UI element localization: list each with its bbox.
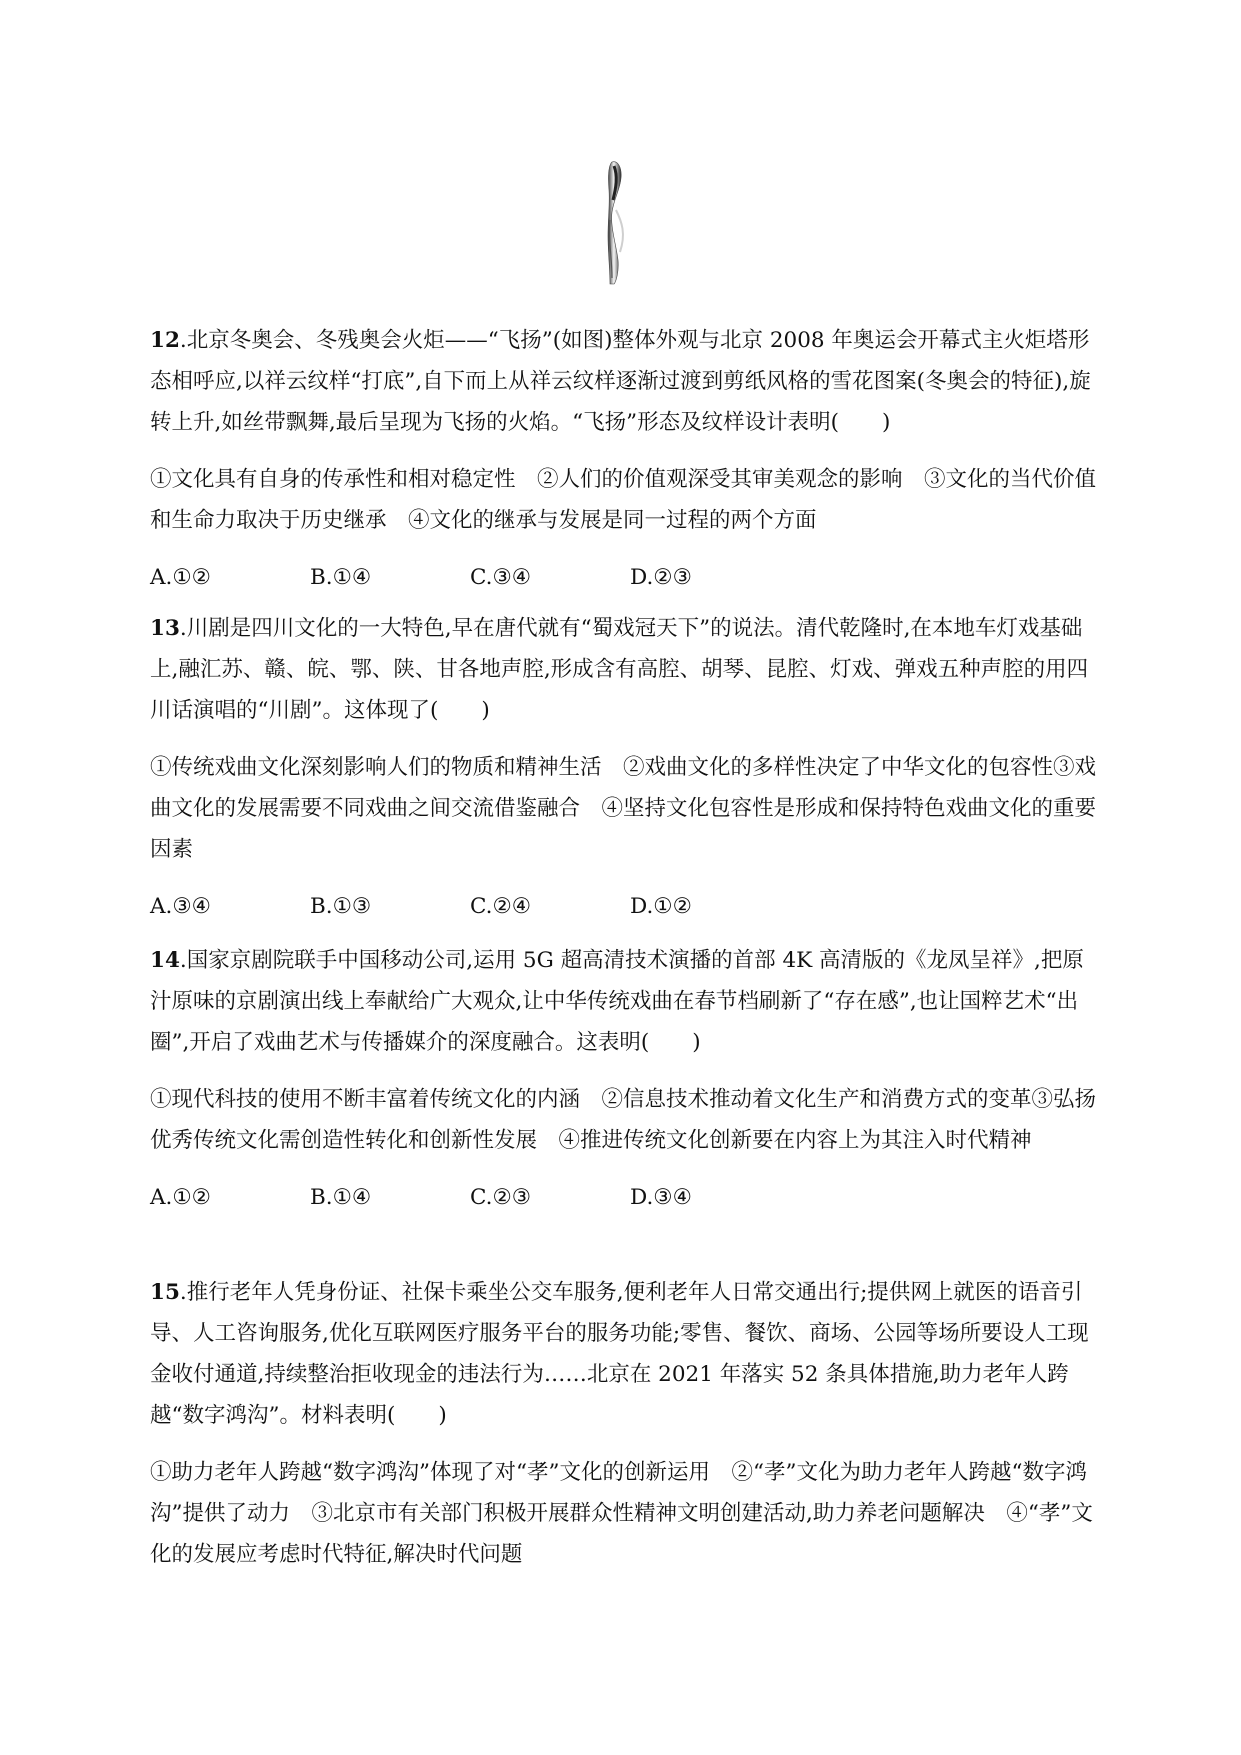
- question-number: 14: [150, 948, 180, 973]
- answer-options: [150, 886, 1100, 927]
- question-statements: ①传统戏曲文化深刻影响人们的物质和精神生活 ②戏曲文化的多样性决定了中华文化的包容性③戏曲文化的发展需要不同戏曲之间交流借鉴融合 ④坚持文化包容性是形成和保持特色戏曲文化的重要因素: [150, 755, 1097, 862]
- option-b[interactable]: B.①④: [310, 565, 372, 590]
- option-d[interactable]: D.②③: [630, 565, 692, 590]
- option-a[interactable]: A.③④: [150, 894, 211, 919]
- question-13: [150, 608, 1100, 927]
- option-b[interactable]: B.①③: [310, 894, 372, 919]
- option-c[interactable]: C.②③: [470, 1185, 532, 1210]
- question-14: [150, 940, 1100, 1218]
- question-stem: 14.国家京剧院联手中国移动公司,运用 5G 超高清技术演播的首部 4K 高清版的《龙凤呈祥》,把原汁原味的京剧演出线上奉献给广大观众,让中华传统戏曲在春节档刷新了“存在感”,也让国粹艺术“出圈”,开启了戏曲艺术与传播媒介的深度融合。这表明( ): [150, 948, 1084, 1055]
- option-c[interactable]: C.③④: [470, 565, 532, 590]
- question-statements: ①助力老年人跨越“数字鸿沟”体现了对“孝”文化的创新运用 ②“孝”文化为助力老年人跨越“数字鸿沟”提供了动力 ③北京市有关部门积极开展群众性精神文明创建活动,助力养老问题解决 ④“孝”文化的发展应考虑时代特征,解决时代问题: [150, 1460, 1093, 1567]
- option-c[interactable]: C.②④: [470, 894, 532, 919]
- question-number: 13: [150, 616, 180, 641]
- question-statements: ①文化具有自身的传承性和相对稳定性 ②人们的价值观深受其审美观念的影响 ③文化的当代价值和生命力取决于历史继承 ④文化的继承与发展是同一过程的两个方面: [150, 467, 1097, 533]
- question-number: 15: [150, 1280, 180, 1305]
- question-stem: 13.川剧是四川文化的一大特色,早在唐代就有“蜀戏冠天下”的说法。清代乾隆时,在本地车灯戏基础上,融汇苏、赣、皖、鄂、陕、甘各地声腔,形成含有高腔、胡琴、昆腔、灯戏、弹戏五种声腔的用四川话演唱的“川剧”。这体现了( ): [150, 616, 1089, 723]
- question-stem: 15.推行老年人凭身份证、社保卡乘坐公交车服务,便利老年人日常交通出行;提供网上就医的语音引导、人工咨询服务,优化互联网医疗服务平台的服务功能;零售、餐饮、商场、公园等场所要设人工现金收付通道,持续整治拒收现金的违法行为……北京在 2021 年落实 52 条具体措施,助力老年人跨越“数字鸿沟”。材料表明( ): [150, 1280, 1089, 1428]
- option-d[interactable]: D.①②: [630, 894, 692, 919]
- question-number: 12: [150, 328, 180, 353]
- answer-options: [150, 1177, 1100, 1218]
- torch-feiyang-icon: [596, 160, 640, 286]
- question-15: [150, 1272, 1100, 1575]
- option-b[interactable]: B.①④: [310, 1185, 372, 1210]
- answer-options: [150, 557, 1100, 598]
- option-d[interactable]: D.③④: [630, 1185, 692, 1210]
- option-a[interactable]: A.①②: [150, 1185, 211, 1210]
- question-stem: 12.北京冬奥会、冬残奥会火炬——“飞扬”(如图)整体外观与北京 2008 年奥运会开幕式主火炬塔形态相呼应,以祥云纹样“打底”,自下而上从祥云纹样逐渐过渡到剪纸风格的雪花图案(冬奥会的特征),旋转上升,如丝带飘舞,最后呈现为飞扬的火焰。“飞扬”形态及纹样设计表明( ): [150, 328, 1091, 435]
- question-statements: ①现代科技的使用不断丰富着传统文化的内涵 ②信息技术推动着文化生产和消费方式的变革③弘扬优秀传统文化需创造性转化和创新性发展 ④推进传统文化创新要在内容上为其注入时代精神: [150, 1087, 1097, 1153]
- option-a[interactable]: A.①②: [150, 565, 211, 590]
- question-12: [150, 320, 1100, 598]
